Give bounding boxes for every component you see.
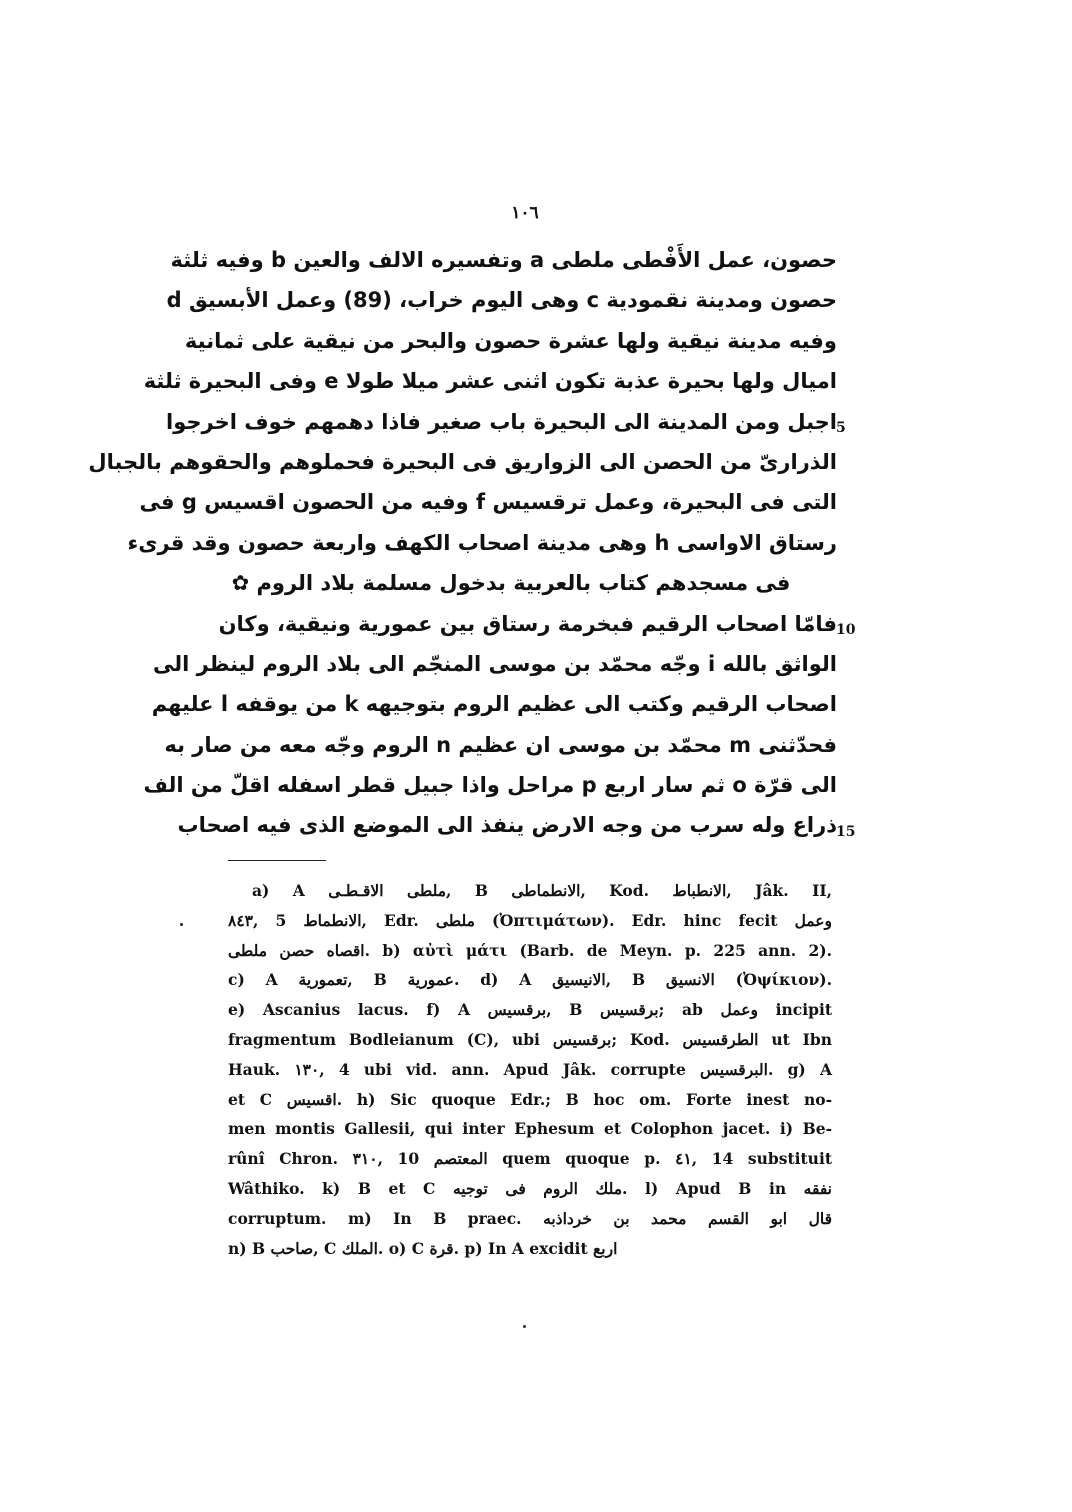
main-text-line: حصون، عمل الأَفْطى ملطى a وتفسيره الالف والعين b وفيه ثلثة [170, 248, 837, 272]
main-text-line: فامّا اصحاب الرقيم فبخرمة رستاق بين عمورية ونيقية، وكان [218, 611, 837, 636]
margin-dot [180, 923, 183, 926]
main-text-line: حصون ومدينة نقمودية c وهى اليوم خراب، (89) وعمل الأبسيق d [166, 288, 837, 313]
page-number: ١٠٦ [511, 203, 539, 223]
footnote-line: Hauk. ١٣٠, 4 ubi vid. ann. Apud Jâk. corrupte البرقسيس. g) A [228, 1059, 832, 1079]
footnote-line: fragmentum Bodleianum (C), ubi برقسيس; Kod. الطرقسيس ut Ibn [228, 1029, 832, 1049]
main-text-line: ذراع وله سرب من وجه الارض ينفذ الى الموضع الذى فيه اصحاب [177, 813, 837, 838]
footnote-line: men montis Gallesii, qui inter Ephesum et Colophon jacet. i) Be- [228, 1119, 832, 1139]
footnote-separator-rule [228, 860, 326, 861]
main-text-line: فحدّثنى m محمّد بن موسى ان عظيم n الروم وجّه معه من صار به [164, 732, 837, 757]
main-text-line: الذرارىّ من الحصن الى الزواريق فى البحيرة فحملوهم والحقوهم بالجبال [88, 449, 837, 474]
main-text-line: وفيه مدينة نيقية ولها عشرة حصون والبحر من نيقية على ثمانية [184, 328, 837, 353]
footnote-line: e) Ascanius lacus. f) A برقسيس, B برقسيس; ab وعمل incipit [228, 1000, 832, 1020]
stray-mark [523, 1325, 526, 1328]
main-text-line: الى قرّة o ثم سار اربع p مراحل واذا جبيل قطر اسفله اقلّ من الف [143, 773, 837, 798]
main-text-line: التى فى البحيرة، وعمل ترقسيس f وفيه من الحصون اقسيس g فى [139, 490, 837, 515]
footnote-line: corruptum. m) In B praec. قال ابو القسم محمد بن خرداذبه [228, 1208, 832, 1228]
main-text-line: رستاق الاواسى h وهى مدينة اصحاب الكهف واربعة حصون وقد قرىء [127, 530, 837, 555]
footnote-line: n) B صاحب, C الملك. o) C قرة. p) In A excidit اربع [228, 1238, 618, 1258]
line-number-15: 15 [836, 824, 856, 840]
footnote-line: ٨٤٣, 5 الانطماط, Edr. ملطى (Ὀπτιμάτων). Edr. hinc fecit وعمل [228, 910, 832, 930]
main-text-line: الواثق بالله i وجّه محمّد بن موسى المنجّم الى بلاد الروم لينظر الى [152, 651, 837, 676]
footnote-line: Wâthiko. k) B et C ملك الروم فى توجيه. l) Apud B in نفقه [228, 1178, 832, 1198]
main-text-line: اميال ولها بحيرة عذبة تكون اثنى عشر ميلا طولا e وفى البحيرة ثلثة [143, 369, 837, 394]
footnote-line: et C اقسيس. h) Sic quoque Edr.; B hoc om. Forte inest no- [228, 1089, 832, 1109]
main-text-line: فى مسجدهم كتاب بالعربية بدخول مسلمة بلاد الروم ✿ [231, 571, 791, 596]
line-number-5: 5 [836, 420, 846, 436]
main-text-line: اجبل ومن المدينة الى البحيرة باب صغير فاذا دهمهم خوف اخرجوا [166, 409, 837, 434]
line-number-10: 10 [836, 622, 856, 638]
footnote-line: rûnî Chron. ٣١٠, 10 المعتصم quem quoque p. ٤١, 14 substituit [228, 1149, 832, 1169]
main-text [88, 240, 837, 846]
footnote-line: اقصاه حصن ملطى. b) αὐτὶ μάτι (Barb. de Meyn. p. 225 ann. 2). [228, 940, 832, 960]
main-text-line: اصحاب الرقيم وكتب الى عظيم الروم بتوجيهه k من يوقفه l عليهم [151, 692, 837, 717]
footnote-line: c) A تعمورية, B عمورية. d) A الانيسيق, B الانسيق (Ὀψίκιον). [228, 970, 832, 990]
footnote-line: a) A ملطى الاقـطـى, B الانطماطى, Kod. الانطباط, Jâk. II, [252, 881, 832, 900]
footnotes [228, 876, 832, 1263]
